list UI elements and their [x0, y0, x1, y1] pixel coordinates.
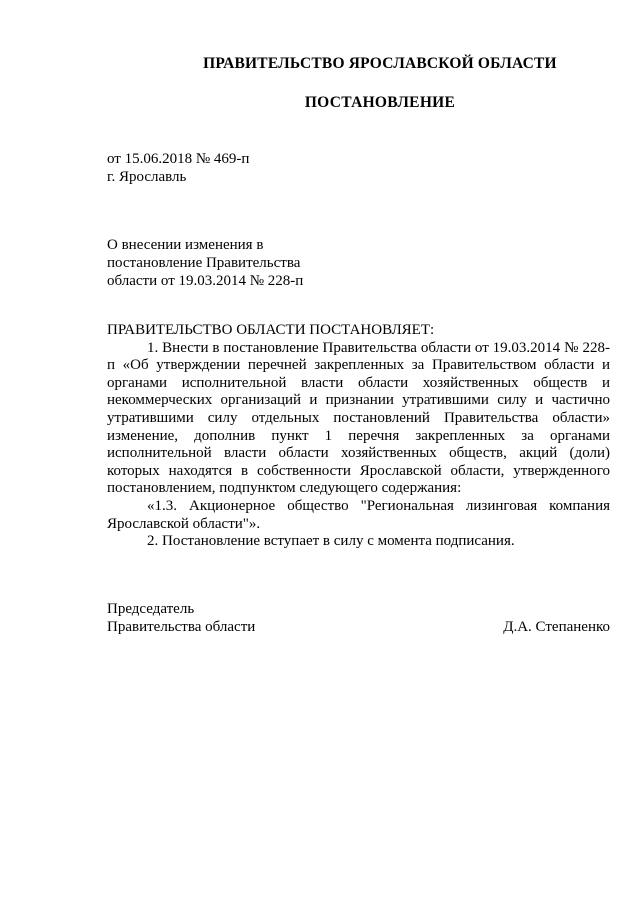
signatory-title-line-1: Председатель [107, 601, 195, 617]
paragraph-item-2: 2. Постановление вступает в силу с момента подписания. [147, 533, 515, 550]
subject-line-1: О внесении изменения в [107, 237, 264, 253]
paragraph-item-1: 1. Внести в постановление Правительства области от 19.03.2014 № 228-п «Об утверждении перечней закрепленных за Правительством области и органами исполнительной власти области хозяйственных обществ и некоммерческих организаций и признании утратившими силу и частично утратившими силу отдельных постановлений Правительства области» изменение, дополнив пункт 1 перечня закрепленных за органами исполнительной власти области хозяйственных обществ, акций (доли) которых находятся в собственности Ярославской области, утвержденного постановлением, подпунктом следующего содержания: [107, 339, 610, 497]
subject-line-3: области от 19.03.2014 № 228-п [107, 273, 304, 289]
government-title: ПРАВИТЕЛЬСТВО ЯРОСЛАВСКОЙ ОБЛАСТИ [203, 55, 557, 72]
document-body [107, 322, 610, 551]
signatory-title-line-2: Правительства области [107, 619, 256, 635]
city: г. Ярославль [107, 169, 187, 185]
document-type-title: ПОСТАНОВЛЕНИЕ [304, 94, 456, 111]
signature-block [107, 600, 610, 636]
document-subject [107, 236, 303, 290]
resolves-heading: ПРАВИТЕЛЬСТВО ОБЛАСТИ ПОСТАНОВЛЯЕТ: [107, 322, 435, 338]
signatory-name: Д.А. Степаненко [503, 619, 610, 635]
paragraph-subitem-1-3: «1.3. Акционерное общество "Региональная лизинговая компания Ярославской области"». [107, 497, 610, 532]
document-meta [107, 150, 249, 186]
date-number: от 15.06.2018 № 469-п [107, 151, 250, 167]
subject-line-2: постановление Правительства [107, 255, 301, 271]
